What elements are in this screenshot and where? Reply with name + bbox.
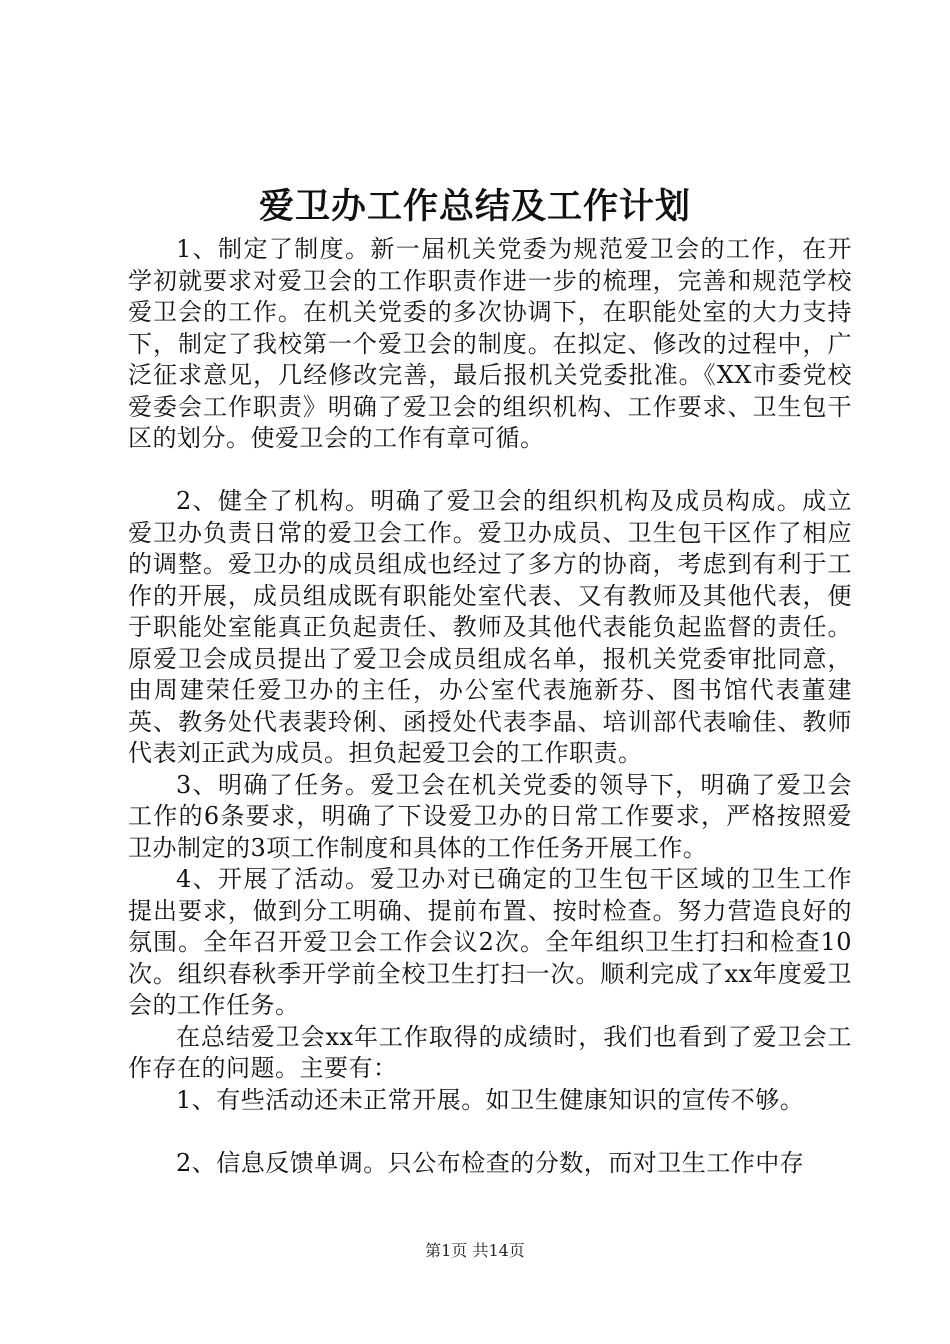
paragraph-4-activities: 4、开展了活动。爱卫办对已确定的卫生包干区域的卫生工作提出要求，做到分工明确、提前布置、按时检查。努力营造良好的氛围。全年召开爱卫会工作会议2次。全年组织卫生打扫和检查10次。组织春秋季开学前全校卫生打扫一次。顺利完成了xx年度爱卫会的工作任务。 [128, 865, 852, 1019]
document-body [128, 234, 852, 1179]
paragraph-spacer [128, 455, 852, 487]
document-title: 爱卫办工作总结及工作计划 [258, 186, 691, 227]
paragraph-1-system: 1、制定了制度。新一届机关党委为规范爱卫会的工作，在开学初就要求对爱卫会的工作职责作进一步的梳理，完善和规范学校爱卫会的工作。在机关党委的多次协调下，在职能处室的大力支持下，制定了我校第一个爱卫会的制度。在拟定、修改的过程中，广泛征求意见，几经修改完善，最后报机关党委批准。《XX市委党校爱委会工作职责》明确了爱卫会的组织机构、工作要求、卫生包干区的划分。使爱卫会的工作有章可循。 [128, 235, 852, 452]
page-number-footer: 第1页 共14页 [425, 1241, 525, 1260]
paragraph-6-problem-one: 1、有些活动还未正常开展。如卫生健康知识的宣传不够。 [176, 1085, 805, 1114]
paragraph-spacer [128, 1116, 852, 1148]
paragraph-2-organization: 2、健全了机构。明确了爱卫会的组织机构及成员构成。成立爱卫办负责日常的爱卫会工作。爱卫办成员、卫生包干区作了相应的调整。爱卫办的成员组成也经过了多方的协商，考虑到有利于工作的开展，成员组成既有职能处室代表、又有教师及其他代表，便于职能处室能真正负起责任、教师及其他代表能负起监督的责任。原爱卫会成员提出了爱卫会成员组成名单，报机关党委审批同意，由周建荣任爱卫办的主任，办公室代表施新芬、图书馆代表董建英、教务处代表裴玲俐、函授处代表李晶、培训部代表喻佳、教师代表刘正武为成员。担负起爱卫会的工作职责。 [128, 487, 852, 767]
paragraph-5-problems-intro: 在总结爱卫会xx年工作取得的成绩时，我们也看到了爱卫会工作存在的问题。主要有： [128, 1022, 852, 1082]
paragraph-7-problem-two: 2、信息反馈单调。只公布检查的分数，而对卫生工作中存 [176, 1148, 805, 1177]
paragraph-3-tasks: 3、明确了任务。爱卫会在机关党委的领导下，明确了爱卫会工作的6条要求，明确了下设爱卫办的日常工作要求，严格按照爱卫办制定的3项工作制度和具体的工作任务开展工作。 [128, 770, 852, 862]
